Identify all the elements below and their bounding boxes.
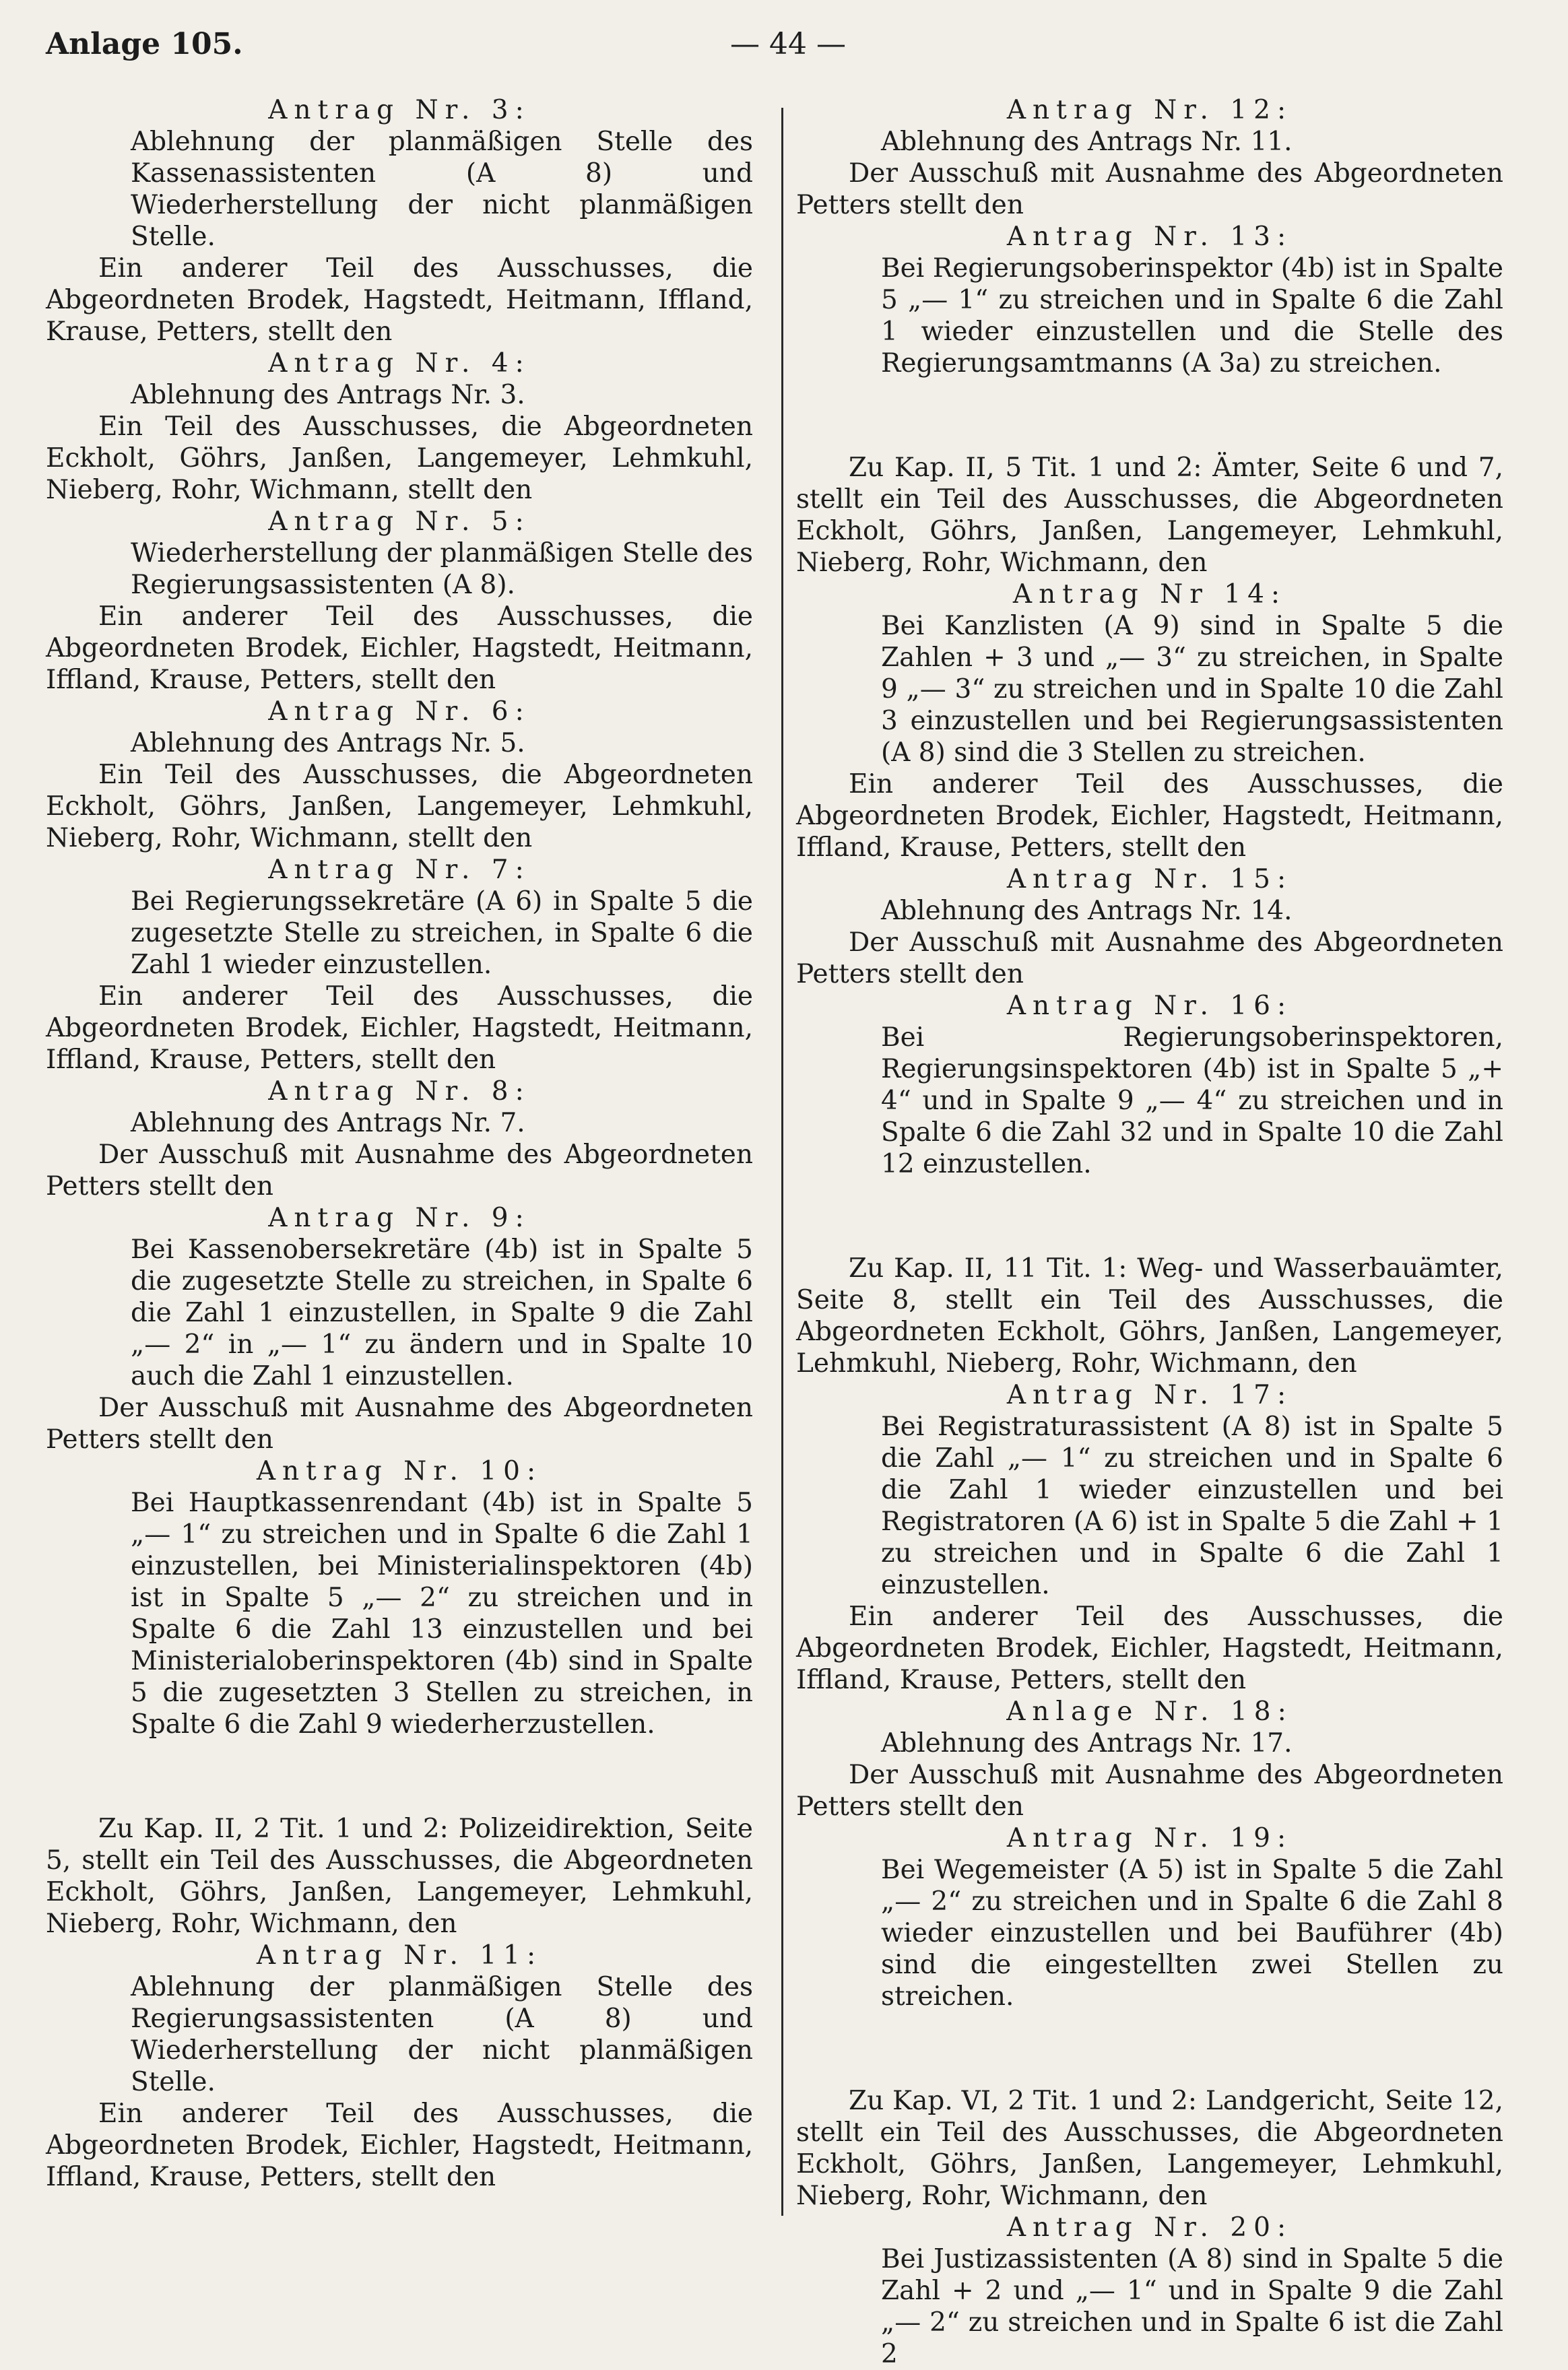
- motion-text: Ablehnung der planmäßigen Stelle des Regierungsassistenten (A 8) und Wiederherstellung der nicht planmäßigen Stelle.: [131, 1972, 753, 2097]
- motion-heading: Antrag Nr. 11:: [256, 1940, 543, 1971]
- paragraph: Zu Kap. II, 5 Tit. 1 und 2: Ämter, Seite 6 und 7, stellt ein Teil des Ausschusses, die Abgeordneten Eckholt, Göhrs, Janßen, Langemeyer, Lehmkuhl, Nieberg, Rohr, Wichmann, den: [796, 453, 1503, 578]
- motion-text: Bei Regierungsoberinspektoren, Regierungsinspektoren (4b) ist in Spalte 5 „+ 4“ und in Spalte 9 „— 4“ zu streichen und in Spalte 6 die Zahl 32 und in Spalte 10 die Zahl 12 einzustellen.: [881, 1022, 1503, 1179]
- appendix-label: Anlage 105.: [46, 27, 243, 61]
- motion-text: Bei Regierungsoberinspektor (4b) ist in Spalte 5 „— 1“ zu streichen und in Spalte 6 die Zahl 1 wieder einzustellen und die Stelle des Regierungsamtmanns (A 3a) zu streichen.: [881, 253, 1503, 378]
- motion-heading: Antrag Nr. 7:: [268, 855, 531, 885]
- paragraph: Ein anderer Teil des Ausschusses, die Abgeordneten Brodek, Eichler, Hagstedt, Heitmann, Iffland, Krause, Petters, stellt den: [796, 1602, 1503, 1695]
- motion-text: Ablehnung des Antrags Nr. 14.: [881, 896, 1293, 926]
- motion-heading: Antrag Nr. 15:: [1006, 864, 1293, 894]
- right-column: [796, 94, 1503, 2370]
- motion-text: Wiederherstellung der planmäßigen Stelle des Regierungsassistenten (A 8).: [131, 538, 753, 600]
- paragraph: Zu Kap. II, 11 Tit. 1: Weg- und Wasserbauämter, Seite 8, stellt ein Teil des Ausschusses, die Abgeordneten Eckholt, Göhrs, Janßen, Langemeyer, Lehmkuhl, Nieberg, Rohr, Wichmann, den: [796, 1253, 1503, 1379]
- motion-text: Bei Regierungssekretäre (A 6) in Spalte 5 die zugesetzte Stelle zu streichen, in Spalte 6 die Zahl 1 wieder einzustellen.: [131, 886, 753, 980]
- section-gap: [796, 405, 1503, 426]
- paragraph: Der Ausschuß mit Ausnahme des Abgeordneten Petters stellt den: [796, 158, 1503, 220]
- motion-text: Ablehnung des Antrags Nr. 17.: [881, 1728, 1293, 1758]
- motion-text: Ablehnung des Antrags Nr. 11.: [881, 127, 1293, 157]
- paragraph: Ein anderer Teil des Ausschusses, die Abgeordneten Brodek, Eichler, Hagstedt, Heitmann, Iffland, Krause, Petters, stellt den: [796, 769, 1503, 863]
- motion-text: Bei Registraturassistent (A 8) ist in Spalte 5 die Zahl „— 1“ zu streichen und in Spalte 6 die Zahl 1 wieder einzustellen und bei Registratoren (A 6) ist in Spalte 5 die Zahl + 1 zu streichen und in Spalte 6 die Zahl 1 einzustellen.: [881, 1412, 1503, 1600]
- paragraph: Ein anderer Teil des Ausschusses, die Abgeordneten Brodek, Hagstedt, Heitmann, Iffland, Krause, Petters, stellt den: [46, 253, 753, 347]
- paragraph: Der Ausschuß mit Ausnahme des Abgeordneten Petters stellt den: [796, 927, 1503, 989]
- paragraph: Ein Teil des Ausschusses, die Abgeordneten Eckholt, Göhrs, Janßen, Langemeyer, Lehmkuhl, Nieberg, Rohr, Wichmann, stellt den: [46, 412, 753, 505]
- motion-heading: Anlage Nr. 18:: [1006, 1697, 1293, 1727]
- motion-heading: Antrag Nr. 17:: [1006, 1380, 1293, 1410]
- motion-text: Ablehnung des Antrags Nr. 5.: [131, 728, 525, 758]
- motion-heading: Antrag Nr. 4:: [268, 348, 531, 378]
- paragraph: Ein anderer Teil des Ausschusses, die Abgeordneten Brodek, Eichler, Hagstedt, Heitmann, Iffland, Krause, Petters, stellt den: [46, 601, 753, 695]
- motion-text: Ablehnung der planmäßigen Stelle des Kassenassistenten (A 8) und Wiederherstellung der nicht planmäßigen Stelle.: [131, 127, 753, 252]
- motion-heading: Antrag Nr. 16:: [1006, 991, 1293, 1021]
- motion-heading: Antrag Nr. 3:: [268, 95, 531, 125]
- motion-heading: Antrag Nr. 8:: [268, 1076, 531, 1107]
- section-gap: [46, 1767, 753, 1787]
- motion-heading: Antrag Nr. 5:: [268, 506, 531, 537]
- motion-heading: Antrag Nr. 6:: [268, 696, 531, 727]
- motion-heading: Antrag Nr. 9:: [268, 1203, 531, 1233]
- motion-text: Bei Justizassistenten (A 8) sind in Spalte 5 die Zahl + 2 und „— 1“ und in Spalte 9 die Zahl „— 2“ zu streichen und in Spalte 6 ist die Zahl 2: [881, 2244, 1503, 2369]
- motion-text: Ablehnung des Antrags Nr. 3.: [131, 380, 525, 410]
- paragraph: Der Ausschuß mit Ausnahme des Abgeordneten Petters stellt den: [46, 1140, 753, 1202]
- column-divider: [781, 108, 783, 2216]
- page-number: — 44 —: [730, 27, 846, 61]
- motion-heading: Antrag Nr. 13:: [1006, 222, 1293, 252]
- paragraph: Zu Kap. VI, 2 Tit. 1 und 2: Landgericht, Seite 12, stellt ein Teil des Ausschusses, die Abgeordneten Eckholt, Göhrs, Janßen, Langemeyer, Lehmkuhl, Nieberg, Rohr, Wichmann, den: [796, 2086, 1503, 2211]
- motion-heading: Antrag Nr. 12:: [1006, 95, 1293, 125]
- motion-heading: Antrag Nr 14:: [1012, 579, 1287, 610]
- motion-text: Ablehnung des Antrags Nr. 7.: [131, 1108, 525, 1138]
- motion-heading: Antrag Nr. 10:: [256, 1456, 543, 1486]
- motion-text: Bei Kanzlisten (A 9) sind in Spalte 5 die Zahlen + 3 und „— 3“ zu streichen, in Spalte 9 „— 3“ zu streichen und in Spalte 10 die Zahl 3 einzustellen und bei Regierungsassistenten (A 8) sind die 3 Stellen zu streichen.: [881, 611, 1503, 768]
- section-gap: [796, 1206, 1503, 1226]
- left-column: [46, 94, 753, 2193]
- paragraph: Der Ausschuß mit Ausnahme des Abgeordneten Petters stellt den: [796, 1760, 1503, 1822]
- section-gap: [796, 2039, 1503, 2059]
- paragraph: Ein Teil des Ausschusses, die Abgeordneten Eckholt, Göhrs, Janßen, Langemeyer, Lehmkuhl, Nieberg, Rohr, Wichmann, stellt den: [46, 760, 753, 853]
- paragraph: Ein anderer Teil des Ausschusses, die Abgeordneten Brodek, Eichler, Hagstedt, Heitmann, Iffland, Krause, Petters, stellt den: [46, 981, 753, 1075]
- page-header: [0, 0, 1568, 74]
- motion-text: Bei Wegemeister (A 5) ist in Spalte 5 die Zahl „— 2“ zu streichen und in Spalte 6 die Zahl 8 wieder einzustellen und bei Bauführer (4b) sind die eingestellten zwei Stellen zu streichen.: [881, 1855, 1503, 2012]
- motion-text: Bei Kassenobersekretäre (4b) ist in Spalte 5 die zugesetzte Stelle zu streichen, in Spalte 6 die Zahl 1 einzustellen, in Spalte 9 die Zahl „— 2“ in „— 1“ zu ändern und in Spalte 10 auch die Zahl 1 einzustellen.: [131, 1235, 753, 1391]
- paragraph: Zu Kap. II, 2 Tit. 1 und 2: Polizeidirektion, Seite 5, stellt ein Teil des Ausschusses, die Abgeordneten Eckholt, Göhrs, Janßen, Langemeyer, Lehmkuhl, Nieberg, Rohr, Wichmann, den: [46, 1814, 753, 1939]
- paragraph: Ein anderer Teil des Ausschusses, die Abgeordneten Brodek, Eichler, Hagstedt, Heitmann, Iffland, Krause, Petters, stellt den: [46, 2099, 753, 2192]
- motion-heading: Antrag Nr. 19:: [1006, 1823, 1293, 1853]
- motion-heading: Antrag Nr. 20:: [1006, 2212, 1293, 2243]
- motion-text: Bei Hauptkassenrendant (4b) ist in Spalte 5 „— 1“ zu streichen und in Spalte 6 die Zahl 1 einzustellen, bei Ministerialinspektoren (4b) ist in Spalte 5 „— 2“ zu streichen und in Spalte 6 die Zahl 13 einzustellen und bei Ministerialoberinspektoren (4b) sind in Spalte 5 die zugesetzten 3 Stellen zu streichen, in Spalte 6 die Zahl 9 wiederherzustellen.: [131, 1488, 753, 1740]
- paragraph: Der Ausschuß mit Ausnahme des Abgeordneten Petters stellt den: [46, 1393, 753, 1455]
